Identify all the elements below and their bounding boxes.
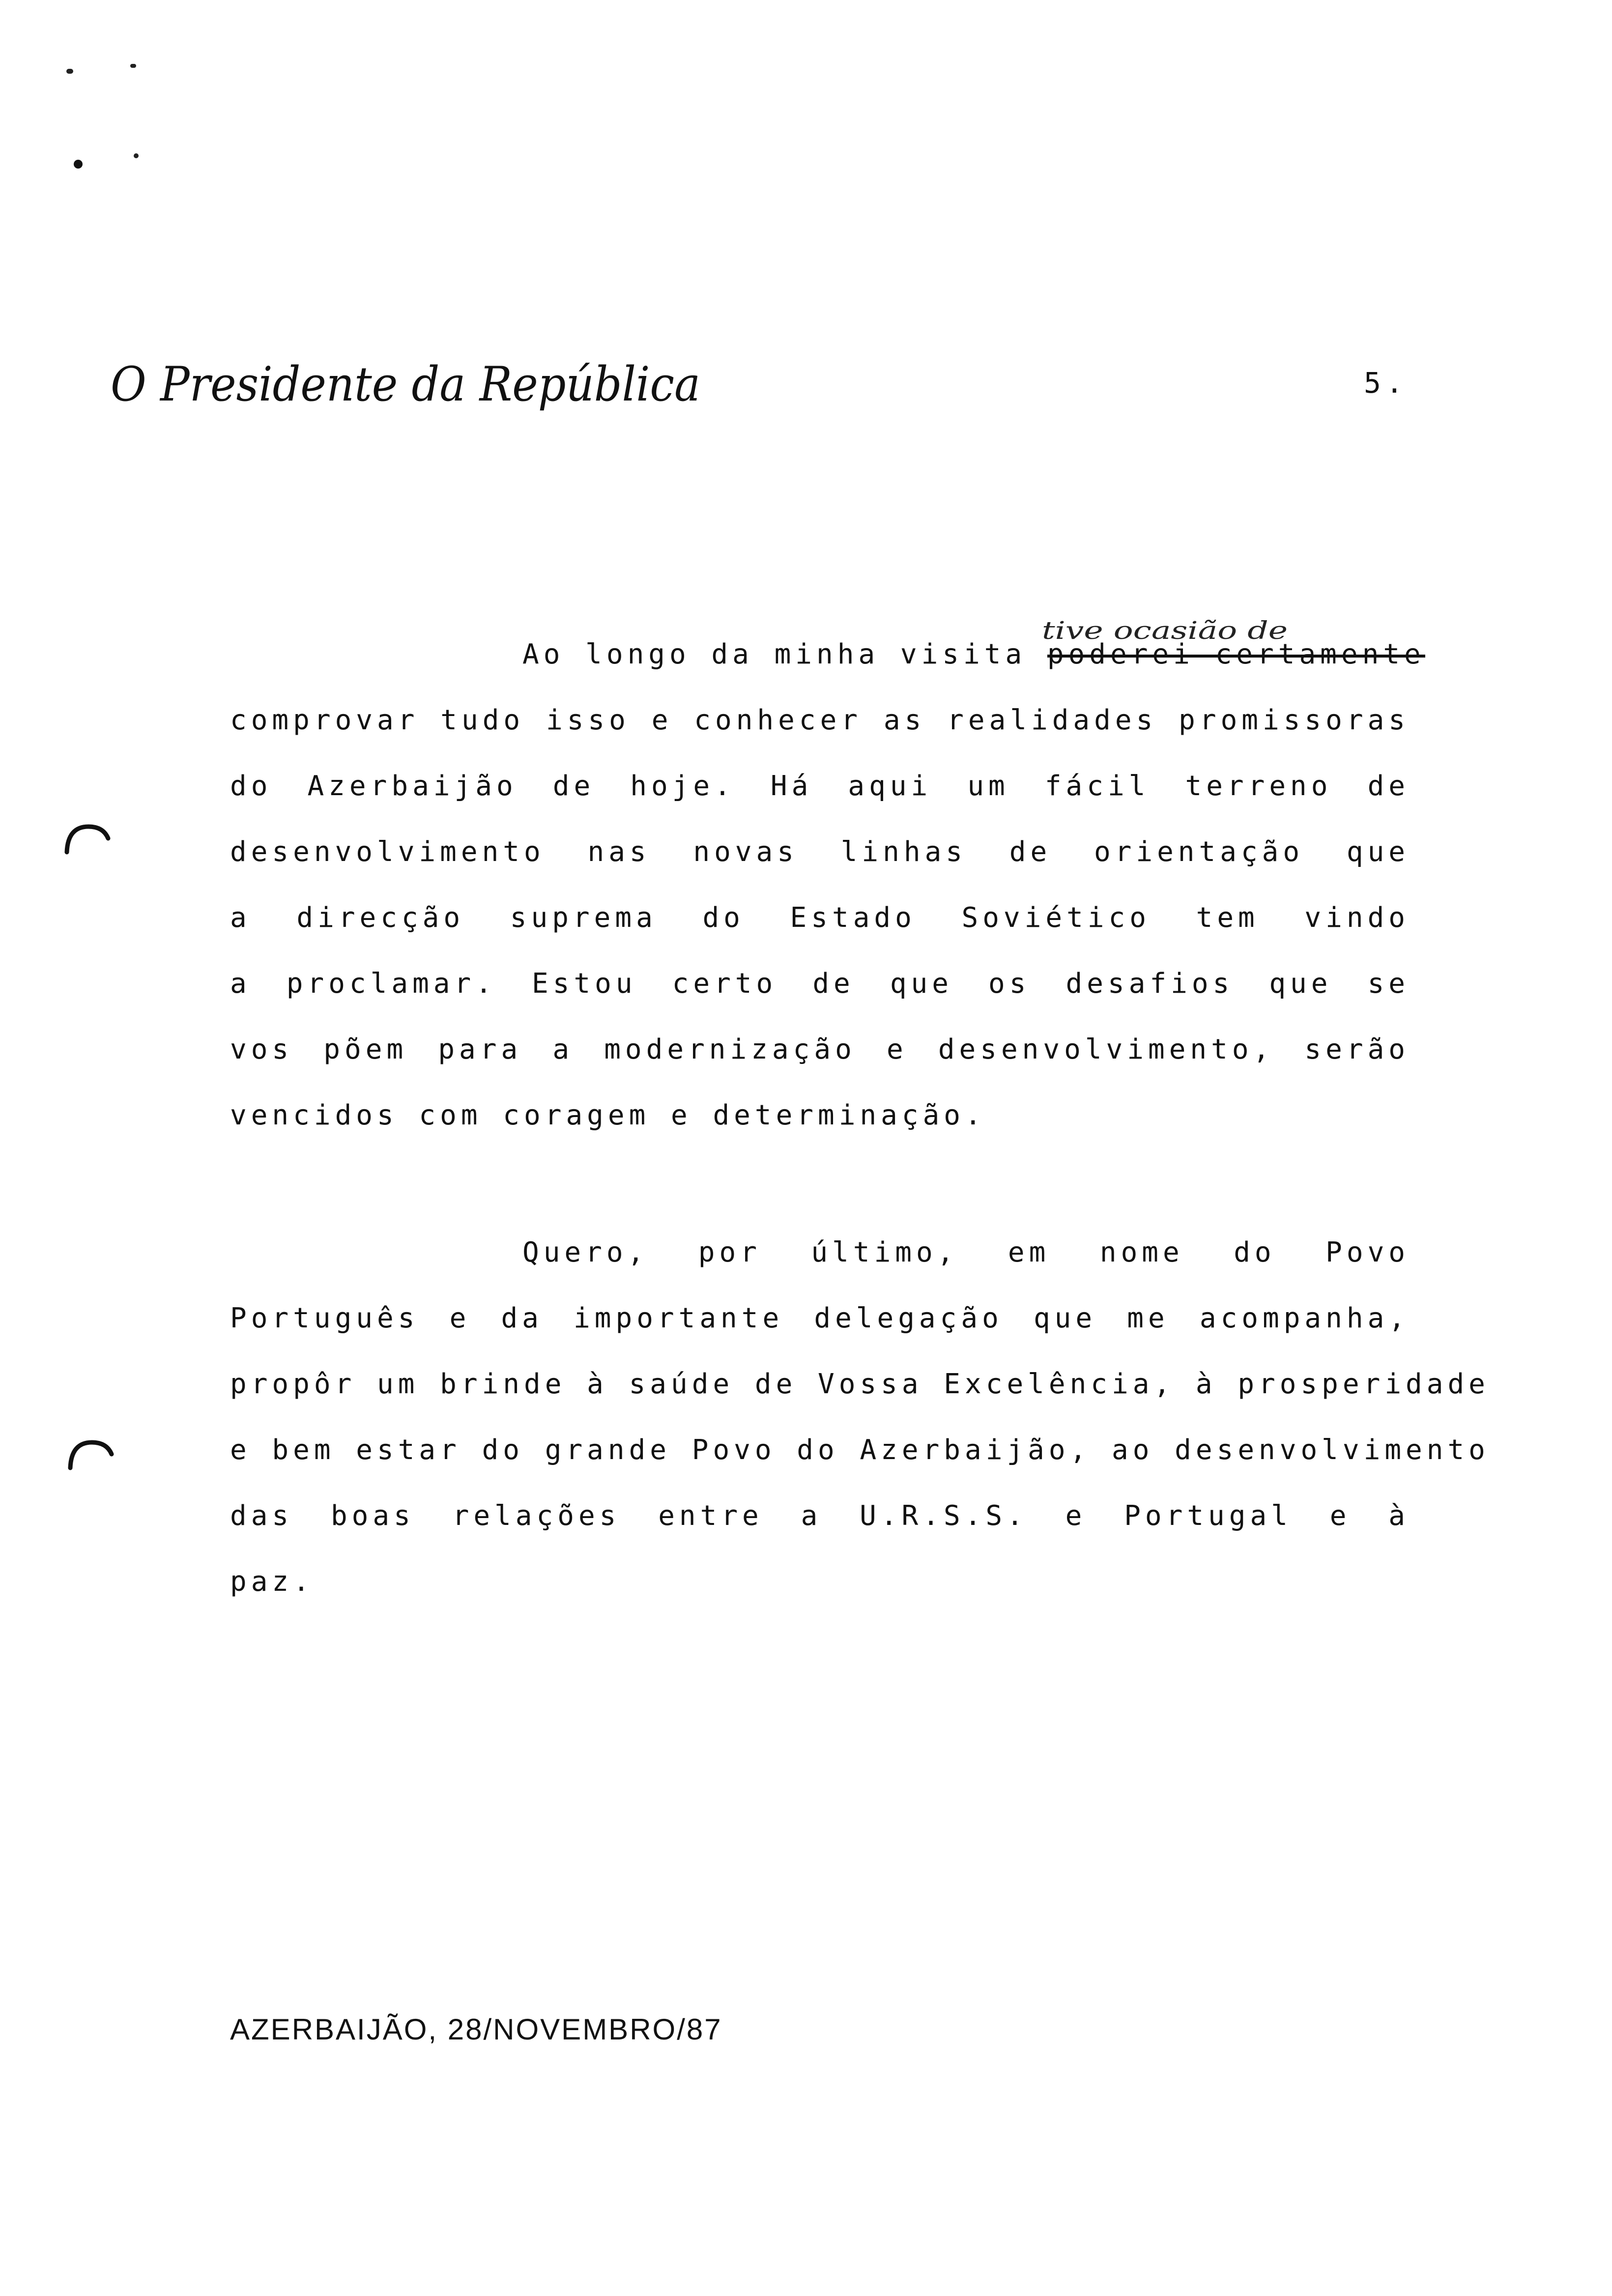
page-number: 5. [1364,366,1408,400]
paragraph-line: a direcção suprema do Estado Soviético tem vindo [230,902,1410,934]
paragraph-line: comprovar tudo isso e conhecer as realidades promissoras [230,704,1410,736]
paragraph-line: vos põem para a modernização e desenvolvimento, serão [230,1033,1410,1065]
scan-mark [130,64,136,68]
paragraph-2 [230,1220,1490,1615]
paragraph-line [230,622,1425,688]
paragraph-line: das boas relações entre a U.R.S.S. e Portugal e à [230,1500,1410,1532]
paragraph-line: propôr um brinde à saúde de Vossa Excelência, à prosperidade [230,1368,1490,1400]
paragraph-line: do Azerbaijão de hoje. Há aqui um fácil terreno de [230,770,1410,802]
scan-mark [74,160,83,169]
svg-text:tive ocasião de: tive ocasião de [1042,616,1288,645]
paragraph-line: e bem estar do grande Povo do Azerbaijão, ao desenvolvimento [230,1434,1490,1466]
struck-text: poderei certamente [1047,638,1425,670]
line-text: Ao longo da minha visita [522,638,1047,670]
paragraph-line: Português e da importante delegação que me acompanha, [230,1302,1410,1334]
paragraph-line: desenvolvimento nas novas linhas de orientação que [230,836,1410,868]
paragraph-1 [230,622,1425,1148]
margin-arc-mark [66,1437,115,1472]
margin-arc-mark [63,822,112,856]
place-date-signoff: AZERBAIJÃO, 28/NOVEMBRO/87 [230,2013,722,2046]
letterhead-logo [106,346,705,425]
paragraph-line: Quero, por último, em nome do Povo [522,1236,1410,1268]
scan-mark [134,153,139,158]
svg-text:O Presidente da República: O Presidente da República [111,357,700,412]
paragraph-line: a proclamar. Estou certo de que os desafios que se [230,968,1410,1000]
scan-mark [66,69,73,74]
paragraph-line: vencidos com coragem e determinação. [230,1099,986,1131]
paragraph-line: paz. [230,1566,314,1598]
